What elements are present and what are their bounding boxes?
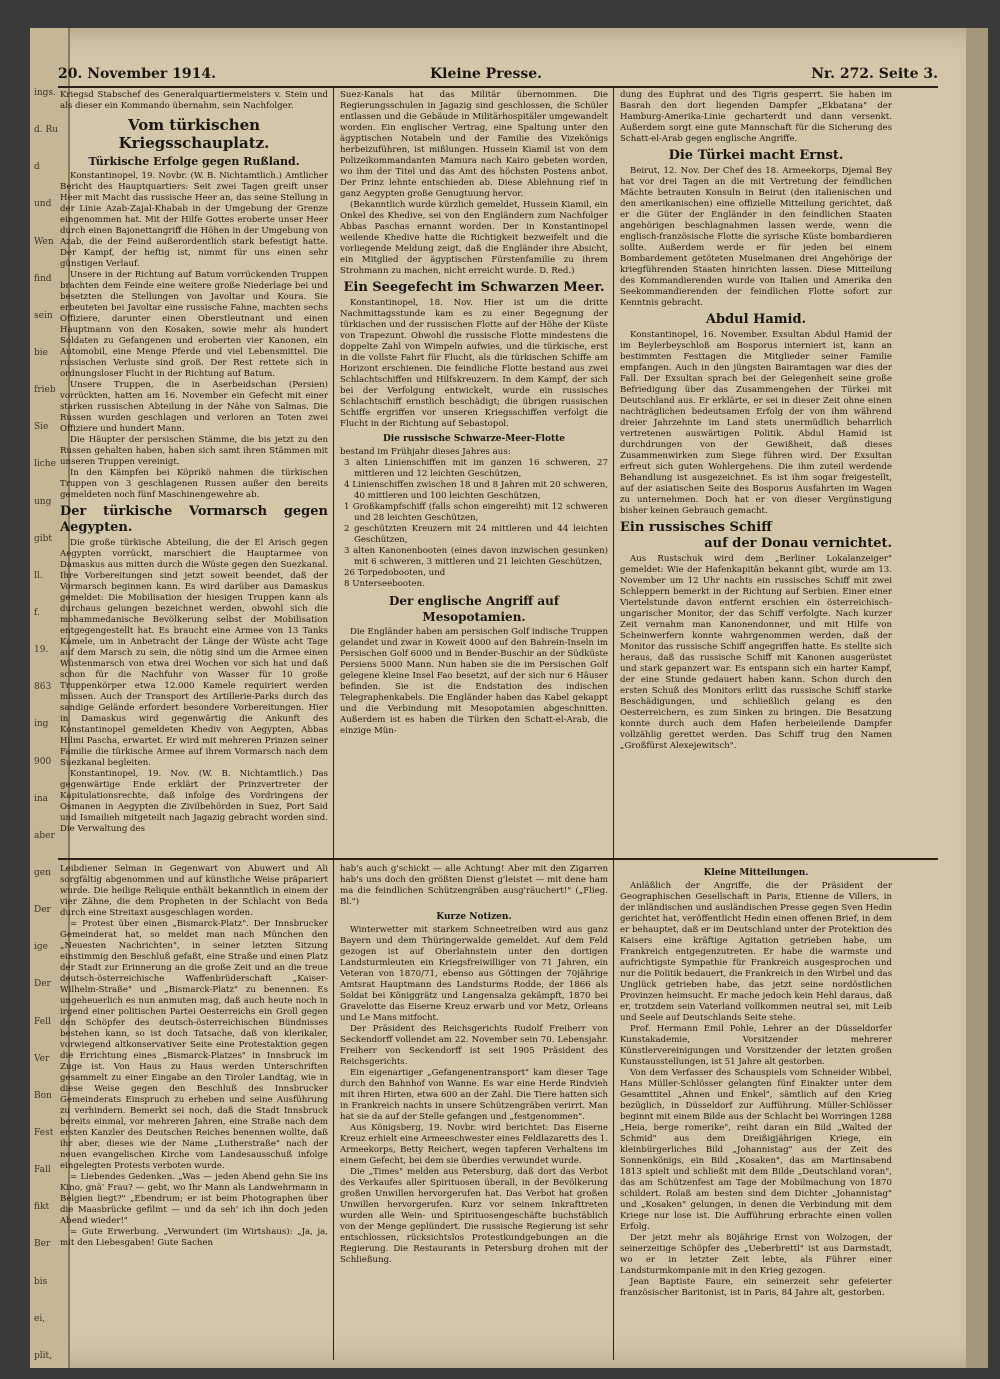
article-headline: Ein Seegefecht im Schwarzen Meer. — [343, 280, 605, 295]
article-paragraph: Der jetzt mehr als 80jährige Ernst von Wolzogen, der seinerzeitige Schöpfer des „Ueberbrettl" ist aus Darmstadt, wo er in letzter Zeit lebte, als Führer einer Landsturmkompanie mit in den Krieg gezogen. — [620, 1233, 892, 1276]
margin-fragment: Fest — [34, 1128, 54, 1138]
article-paragraph: Ein eigenartiger „Gefangenentransport" kam dieser Tage durch den Bahnhof von Wanne. Es war eine Herde Rindvieh mit ihren Hirten, etwa 600 an der Zahl. Die Tiere hatten sich in Frankreich nachts in unsere Schützengräben verirrt. Man hat sie da auf der Stelle gefangen und „festgenommen". — [340, 1068, 608, 1122]
margin-fragment: ings. — [34, 88, 56, 98]
column-divider — [333, 88, 334, 858]
lower-column-3 — [620, 864, 892, 1359]
article-paragraph: Aus Königsberg, 19. Novbr. wird berichtet: Das Eiserne Kreuz erhielt eine Armeeschwester eines Feldlazaretts des 1. Armeekorps, Betty Reichert, wegen tapferen Verhaltens im einem Gefecht, bei dem sie überdies verwundet wurde. — [340, 1123, 608, 1166]
article-paragraph: Jean Baptiste Faure, ein seinerzeit sehr gefeierter französischer Baritonist, ist in Paris, 84 Jahre alt, gestorben. — [620, 1277, 892, 1298]
article-headline: Ein russisches Schiff — [620, 520, 772, 535]
article-paragraph: Beirut, 12. Nov. Der Chef des 18. Armeekorps, Djemal Bey hat vor drei Tagen an die mit Vertretung der feindlichen Mächte betrauten Konsuln in Beirut (den italienischen und den amerikanischen) eine offizielle Mitteilung gerichtet, daß er die Güter der Engländer in den feindlichen Staaten angehörigen beschlagnahmen lassen werde, wenn die englisch-französische Flotte die syrische Küste bombardieren sollte. Außerdem werde er für jeden bei einem Bombardement getöteten Muselmanen drei Angehörige der kriegführenden Staaten hinrichten lassen. Diese Mitteilung des Kommandierenden wurde von Italien und Amerika den Seekommandierenden der feindlichen Flotte sofort zur Kenntnis gebracht. — [620, 166, 892, 308]
article-paragraph: Unsere in der Richtung auf Batum vorrückenden Truppen brachten dem Feinde eine weitere große Niederlage bei und besetzten die Stellungen von Javoltar und Koura. Sie erbeuteten bei Javoltar eine russische Fahne, machten sechs Offiziere, darunter einen Oberstleutnant und einen Hauptmann von den Kosaken, sowie mehr als hundert Soldaten zu Gefangenen und eroberten vier Kanonen, ein Automobil, eine Menge Pferde und viel Lebensmittel. Die russischen Verluste sind groß. Der Rest rettete sich in ordnungsloser Flucht in der Richtung auf Batum. — [60, 270, 328, 379]
fleet-list-item: 3 alten Kanonenbooten (eines davon inzwischen gesunken) mit 6 schweren, 3 mittleren und 21 leichten Geschützen, — [344, 546, 608, 567]
column-divider — [613, 88, 614, 858]
margin-fragment: und — [34, 199, 52, 210]
article-paragraph: Die „Times" melden aus Petersburg, daß dort das Verbot des Verkaufes aller Spirituosen überall, in der Bevölkerung großen Unwillen hervorgerufen hat. Das Verbot hat großen Unwillen hervorgerufen. Kurz vor seinem Inkrafttreten wurden alle Wein- und Spirituosengeschäfte buchstäblich von der Menge geplündert. Die russische Regierung ist sehr entschlossen, rücksichtslos Protestkundgebungen an die Regierung. Die Restaurants in Petersburg drohen mit der Schließung. — [340, 1167, 608, 1265]
margin-fragment: find — [34, 273, 52, 284]
article-headline: Die Türkei macht Ernst. — [668, 148, 844, 163]
article-paragraph: hab's auch g'schickt — alle Achtung! Aber mit den Zigarren hab's uns doch den größten Dienst g'leistet — mit dene ham ma die feindlichen Schützengräben ausg'räuchert!" („Flieg. Bl.") — [340, 864, 608, 907]
article-paragraph: dung des Euphrat und des Tigris gesperrt. Sie haben im Basrah den dort liegenden Dampfer „Ekbatana" der Hamburg-Amerika-Linie gecharterdt und dann versenkt. Außerdem sorgt eine gute Mannschaft für die Sicherung des Schatt-el-Arab gegen englische Angriffe. — [620, 90, 892, 144]
article-paragraph: Der Präsident des Reichsgerichts Rudolf Freiherr von Seckendorff vollendet am 22. November sein 70. Lebensjahr. Freiherr von Seckendorff ist seit 1905 Präsident des Reichsgerichts. — [340, 1024, 608, 1067]
article-paragraph: Die Häupter der persischen Stämme, die bis jetzt zu den Russen gehalten haben, haben sich samt ihren Stämmen mit unseren Truppen vereinigt. — [60, 435, 328, 467]
header-date: 20. November 1914. — [58, 66, 217, 82]
article-text: Kriegsd Stabschef des Generalquartiermeisters v. Stein und als dieser ein Kommando übernahm, sein Nachfolger. — [60, 90, 328, 111]
article-paragraph: Leibdiener Selman in Gegenwart von Abuwert und Ali sorgfältig abgenommen und auf künstliche Weise präpariert wurde. Die heilige Reliquie enthält bekanntlich in einem der vier Zähne, die dem Propheten in der Schlacht von Beda durch eine Streitaxt ausgeschlagen worden. — [60, 864, 328, 918]
fleet-list-item: 2 geschützten Kreuzern mit 24 mittleren und 44 leichten Geschützen, — [344, 524, 608, 545]
lower-column-1 — [60, 864, 328, 1359]
article-headline: Abdul Hamid. — [705, 312, 807, 327]
article-paragraph: Anläßlich der Angriffe, die der Präsident der Geographischen Gesellschaft in Paris, Etienne de Villers, in der inländischen und ausländischen Presse gegen Sven Hedin gerichtet hat, veröffentlicht Hedin einen offenen Brief, in dem er behauptet, daß er im Deutschland unter der Protektion des Kaisers eine kräftige Agitation getrieben habe, um Frankreich entgegenzutreten. Er habe die warmste und aufrichtigste Sympathie für Frankreich ausgesprochen und nur die Politik bedauert, die Frankreich in den Wirbel und das Unglück getrieben habe, das jetzt seine nordöstlichen Provinzen heimsucht. Er mache jedoch kein Hehl daraus, daß er, trotzdem sein Vaterland vollkommen neutral sei, mit Leib und Seele auf Deutschlands Seite stehe. — [620, 881, 892, 1023]
fleet-list-item: 26 Torpedobooten, und — [344, 568, 446, 578]
fleet-list-intro: bestand im Frühjahr dieses Jahres aus: — [340, 447, 511, 457]
fleet-list-item: 1 Großkampfschiff (falls schon eingereiht) mit 12 schweren und 28 leichten Geschützen, — [344, 502, 608, 523]
margin-fragment: liche — [34, 459, 56, 470]
margin-fragment: Fell — [34, 1016, 51, 1027]
column-divider — [333, 860, 334, 1360]
margin-fragment: frieb — [34, 385, 56, 396]
margin-fragment: sein — [34, 310, 53, 321]
article-paragraph: In den Kämpfen bei Köprikö nahmen die türkischen Truppen von 3 geschlagenen Russen außer den bereits gemeldeten noch fünf Maschinengewehre ab. — [60, 468, 328, 500]
header-paper-name: Kleine Presse. — [430, 66, 543, 82]
article-paragraph: Suez-Kanals hat das Militär übernommen. Die Regierungsschulen in Jagazig sind geschlossen, die Schüler entlassen und die Gebäude in Militärhospitäler umgewandelt worden. Ein englischer Vertrag, eine Spaltung unter den ägyptischen Notabeln und der Familie des Vizekönigs herbeizuführen, ist mißlungen. Hussein Kiamil ist von dem Polizeikommandanten Mamura nach Kairo gebeten worden, wo ihm der Titel und das Amt des höchsten Postens anbot. Der Prinz lehnte entschieden ab. Diese Ablehnung rief in ganz Aegypten große Genugtuung hervor. — [340, 90, 608, 199]
header-rule — [58, 86, 938, 88]
section-title: Kurze Notizen. — [436, 912, 512, 922]
article-paragraph: Die Engländer haben am persischen Golf indische Truppen gelandet und zwar in Koweit 4000 auf den Bahrein-Inseln im Persischen Golf 6000 und in Bender-Buschir an der Südküste Persiens 5000 Mann. Nun haben sie die im Persischen Golf gelegene kleine Insel Fao besetzt, auf der sich nur 6 Häuser befinden. Sie ist die Endstation des indischen Telegraphenkabels. Die Engländer haben das Kabel gekappt und die Verbindung mit Mesopotamien abgeschnitten. Außerdem ist es haben die Türken den Schatt-el-Arab, die einzige Mün- — [340, 627, 608, 736]
article-headline: Der englische Angriff auf Mesopotamien. — [388, 594, 559, 624]
article-paragraph: = Protest über einen „Bismarck-Platz". Der Innsbrucker Gemeinderat hat, so meldet man nach München den „Neuesten Nachrichten", in seiner letzten Sitzung einstimmig den Beschluß gefaßt, eine Straße und einen Platz der Stadt zur Erinnerung an die große Zeit und an die treue deutsch-österreichische Waffenbrüderschaft „Kaiser-Wilhelm-Straße" und „Bismarck-Platz" zu benennen. Es ungeheuerlich es nun anmuten mag, daß auch heute noch in irgend einer politischen Partei Oesterreichs ein Groll gegen den Schöpfer des deutsch-österreichischen Bündnisses bestehen kann, so ist doch Tatsache, daß von klerikaler, vorwiegend altkonservativer Seite eine Protestaktion gegen die Errichtung eines „Bismarck-Platzes" in Innsbruck im Zuge ist. Von Haus zu Haus werden Unterschriften gesammelt zu einer Eingabe an den Tiroler Landtag, wie in diese Weise gegen den Beschluß des Innsbrucker Gemeinderats Einspruch zu erheben und seine Ausführung zu verhindern. Bemerkt sei noch, daß die Stadt Innsbruck bereits einmal, vor mehreren Jahren, eine Straße nach dem ersten Kanzler des Deutschen Reiches benennen wollte, daß ihr aber, dieses wie der Name „Lutherstraße" nach der neuen evangelischen Kirche vom Landesausschuß infolge eingelegten Protests verboten wurde. — [60, 919, 328, 1171]
article-headline: auf der Donau vernichtet. — [704, 536, 892, 551]
article-paragraph: = Liebendes Gedenken. „Was — jeden Abend gehn Sie ins Kino, gnä' Frau? — gebt, wo Ihr Mann als Landwehrmann in Belgien liegt?" „Ebendrum; er ist beim Photographen über die Maasbrücke gefilmt — und da seh' ich ihn doch jeden Abend wieder!" — [60, 1172, 328, 1226]
margin-fragment: Fall — [34, 1165, 51, 1176]
margin-fragment: fikt — [34, 1202, 50, 1213]
right-page-edge — [966, 28, 988, 1368]
margin-fragment: ige — [34, 942, 48, 953]
margin-fragment: ing — [34, 719, 49, 730]
column-1 — [60, 90, 328, 856]
article-paragraph: = Gute Erwerbung. „Verwundert (im Wirtshaus): „Ja, ja, mit den Liebesgaben! Gute Sachen — [60, 1227, 328, 1248]
margin-fragment: 863 — [34, 682, 52, 693]
margin-fragment: Ver — [34, 1053, 50, 1064]
article-paragraph: Winterwetter mit starkem Schneetreiben wird aus ganz Bayern und dem Thüringerwalde gemeldet. Auf dem Feld gezogen ist auf Oberlahnstein unter den dortigen Landsturmleuten ein Kriegsfreiwilliger von 71 Jahren, ein Veteran von 1870/71, ebenso aus Göttingen der 70jährige Amtsrat Hauptmann des Landsturms Rodde, der 1866 als Soldat bei Königgrätz und Langensalza gekämpft, 1870 bei Gravelotte das Eiserne Kreuz erwarb und vor Metz, Orleans und Le Mans mitfocht. — [340, 925, 608, 1023]
column-3 — [620, 90, 892, 856]
fleet-list-item: 8 Unterseebooten. — [344, 579, 425, 589]
article-paragraph: Die große türkische Abteilung, die der El Arisch gegen Aegypten vorrückt, marschiert die Hauptarmee von Damaskus aus mitten durch die Wüste gegen den Suezkanal. Ihre Vorbereitungen sind jetzt soweit beendet, daß der Vormarsch beginnen kann. Es wird darüber aus Damaskus gemeldet: Die Mobilisation der hiesigen Truppen kann als durchaus gelungen bezeichnet werden, obwohl sich die mohammedanische Bevölkerung selbst der Mobilisation entgegengestellt hat. Es braucht eine Armee von 13 Tanks Kamele, um in Anbetracht der Länge der Wüste acht Tage auf dem Marsch zu sein, die nötig sind um die Armee einen Wüstenmarsch von etwa drei Wochen vor sich hat und daß schon für die Nachfuhr von Wasser für 10 große Truppenkörper etwa 12.000 Kamele requiriert werden müssen. Auch der Transport des Artillerie-Parks durch das sandige Gelände erfordert besondere Vorbereitungen. Hier in Damaskus wird gegenwärtig die Ankunft des Konstantinopel gemeldeten Khediv von Aegypten, Abbas Hilmi Pascha, erwartet. Er wird mit mehreren Prinzen seiner Familie die türkische Armee auf ihrem Vormarsch nach dem Suezkanal begleiten. — [60, 538, 328, 768]
article-paragraph: Konstantinopel, 19. Nov. (W. B. Nichtamtlich.) Das gegenwärtige Ende erklärt der Prinzvertreter der Kapitulationsrechte, daß infolge des Vordringens der Osmanen in Aegypten die Zivilbehörden in Suez, Port Said und Ismailieh mitgeteilt nach Jagazig gebracht worden sind. Die Verwaltung des — [60, 769, 328, 834]
margin-fragment: Sie — [34, 422, 49, 433]
margin-fragment: gibt — [34, 533, 53, 544]
margin-fragment: f. — [34, 608, 40, 618]
article-subheadline: Türkische Erfolge gegen Rußland. — [88, 155, 300, 168]
margin-fragment: gen — [34, 868, 51, 878]
margin-fragment: Bon — [34, 1090, 52, 1101]
margin-fragment: ll. — [34, 570, 43, 581]
margin-fragment: ung — [34, 496, 52, 507]
page-header — [58, 66, 938, 84]
article-paragraph: Unsere Truppen, die in Aserbeidschan (Persien) vorrückten, hatten am 16. November ein Gefecht mit einer starken russischen Abteilung in der Nähe von Salmas. Die Russen wurden geschlagen und verloren an Toten zwei Offiziere und hundert Mann. — [60, 380, 328, 434]
margin-fragment: bis — [34, 1276, 48, 1287]
margin-fragment: d. Ru — [34, 125, 59, 136]
margin-fragment: aber — [34, 830, 55, 841]
article-paragraph: Konstantinopel, 16. November. Exsultan Abdul Hamid der im Beylerbeyschloß am Bosporus interniert ist, kann an bestimmten Festtagen die Mitglieder seiner Familie empfangen. Auch in den jüngsten Bairamtagen war dies der Fall. Der Exsultan sprach bei der Gelegenheit seine große Befriedigung über das Zusammengehen der Türkei mit Deutschland aus. Er erklärte, er sei in dieser Zeit ohne einen nachträglichen bedeutsamen Erfolg der von ihm während dreier Jahrzehnte im Land stets unermüdlich beharrlich vertretenen auswärtigen Politik. Abdul Hamid ist durchdrungen von der Gewißheit, daß dieses Zusammenwirken zum Siege führen wird. Der Exsultan erfreut sich guten Wohlergehens. Die ihm zuteil werdende Behandlung ist ausgezeichnet. Es ist ihm sogar freigestellt, auf der asiatischen Seite des Bosporus Ausfahrten im Wagen zu unternehmen. Doch hat er von dieser Vergünstigung bisher keinen Gebrauch gemacht. — [620, 330, 892, 516]
header-issue: Nr. 272. Seite 3. — [811, 66, 938, 82]
article-paragraph: Konstantinopel, 19. Novbr. (W. B. Nichtamtlich.) Amtlicher Bericht des Hauptquartiers: Seit zwei Tagen greift unser Heer mit Macht das russische Heer an, das seine Stellung in der Linie Azab-Zajal-Khabab in der Umgebung der Grenze eingenommen hat. Mit der Hilfe Gottes eroberte unser Heer durch einen Bajonettangriff die Höhen in der Umgebung von Azab, die der Feind außerordentlich stark befestigt hatte. Der Kampf, der heftig ist, nimmt für uns einen sehr günstigen Verlauf. — [60, 171, 328, 269]
margin-fragment: Der — [34, 905, 51, 916]
column-2 — [340, 90, 608, 856]
article-paragraph: Von dem Verfasser des Schauspiels vom Schneider Wibbel, Hans Müller-Schlösser gelangten fünf Einakter unter dem Gesamttitel „Ahnen und Enkel", sämtlich auf den Krieg bezüglich, in Düsseldorf zur Aufführung. Müller-Schlösser beginnt mit einem Bilde aus der Schlacht bei Worringen 1288 „Heia, berge romerike", reiht daran ein Bild „Walted der Schmid" aus dem Dreißigjährigen Kriege, ein kleinbürgerliches Bild „Johannistag" aus der Zeit des Sonnenkönigs, ein Bild „Kosaken", das am Martinsabend 1813 spielt und schließt mit dem Bilde „Deutschland voran", das am Schützenfest am Tage der Mobilmachung von 1870 schildert. Rolaß am besten sind dem Dichter „Johannistag" und „Kosaken" gelungen, in denen die Verbindung mit dem Kriege nur lose ist. Die Aufführung erbrachte einen vollen Erfolg. — [620, 1068, 892, 1232]
newspaper-page — [30, 28, 988, 1368]
fleet-list-item: 3 alten Linienschiffen mit im ganzen 16 schweren, 27 mittleren und 12 leichten Geschützen, — [344, 458, 608, 479]
fleet-list — [340, 458, 608, 590]
section-title: Kleine Mitteilungen. — [703, 868, 809, 878]
fleet-list-title: Die russische Schwarze-Meer-Flotte — [382, 434, 566, 444]
margin-fragment: Der — [34, 979, 51, 990]
margin-fragment: Wen — [34, 236, 54, 247]
margin-fragment: d — [34, 162, 40, 173]
article-paragraph: (Bekanntlich wurde kürzlich gemeldet, Hussein Kiamil, ein Onkel des Khedive, sei von den Engländern zum Nachfolger Abbas Paschas ernannt worden. Der in Konstantinopel weilende Khedive hatte die Richtigkeit bezweifelt und die vorliegende Meldung zeigt, daß die Engländer ihre Absicht, ein Mitglied der ägyptischen Fürstenfamilie zu ihrem Strohmann zu machen, nicht erreicht wurde. D. Red.) — [340, 200, 608, 276]
lower-column-2 — [340, 864, 608, 1359]
article-paragraph: Aus Rustschuk wird dem „Berliner Lokalanzeiger" gemeldet: Wie der Hafenkapitän bekannt gibt, wurde am 13. November um 12 Uhr nachts ein russisches Schiff mit zwei Schleppern bemerkt in der Richtung auf Serbien. Einer einer Viertelstunde davon entfernt erschien ein österreichisch-ungarischer Monitor, der das Schiff verfolgte. Nach kurzer Zeit vernahm man Kanonendonner, und mit Hilfe von Scheinwerfern konnte wahrgenommen werden, daß der Monitor das russische Schiff angegriffen hatte. Es stellte sich heraus, daß das russische Schiff mit Kanonen ausgerüstet und stark gepanzert war. Es entspann sich ein harter Kampf, der eine Stunde gedauert haben kann. Schon durch den ersten Schuß des Monitors erlitt das russische Schiff starke Beschädigungen, und schließlich gelang es den Oesterreichern, es zum Sinken zu bringen. Die Besatzung konnte durch auch dem Hafen herbeieilende Dampfer vollzählig gerettet werden. Das Schiff trug den Namen „Großfürst Alexejewitsch". — [620, 554, 892, 751]
margin-fragment: ei, — [34, 1313, 46, 1324]
margin-fragment: ina — [34, 793, 49, 804]
margin-fragment: Ber — [34, 1239, 51, 1250]
column-divider — [613, 860, 614, 1360]
margin-fragment: 900 — [34, 756, 52, 767]
article-paragraph: Konstantinopel, 18. Nov. Hier ist um die dritte Nachmittagsstunde kam es zu einer Begegnung der türkischen und der russischen Flotte auf der Höhe der Küste von Trapezunt. Obwohl die russische Flotte mindestens die doppelte Zahl von Wimpeln aufwies, und die türkische, erst in die vollste Fahrt für Flucht, als die türkischen Schiffe am Horizont erschienen. Die feindliche Flotte bestand aus zwei Schlachtschiffen und Hilfskreuzern. In dem Kampf, der sich bei der Verfolgung entwickelt, wurde ein russisches Schlachtschiff ernstlich beschädigt; die übrigen russischen Schiffe ergriffen vor unseren Kriegsschiffen verfolgt die Flucht in der Richtung auf Sebastopol. — [340, 298, 608, 429]
article-subheadline: Der türkische Vormarsch gegen Aegypten. — [60, 504, 328, 535]
fleet-list-item: 4 Linienschiffen zwischen 18 und 8 Jahren mit 20 schweren, 40 mittleren und 100 leichten Geschützen, — [344, 480, 608, 501]
article-paragraph: Prof. Hermann Emil Pohle, Lehrer an der Düsseldorfer Kunstakademie, Vorsitzender mehrerer Künstlervereinigungen und Vorsitzender der letzten großen Kunstausstellungen, ist 51 Jahre alt gestorben. — [620, 1024, 892, 1067]
margin-fragment: bie — [34, 348, 48, 358]
section-rule — [58, 858, 938, 860]
margin-fragment: plit, — [34, 1350, 52, 1361]
margin-fragment: 19. — [34, 645, 49, 656]
article-headline: Vom türkischen Kriegsschauplatz. — [118, 116, 270, 152]
